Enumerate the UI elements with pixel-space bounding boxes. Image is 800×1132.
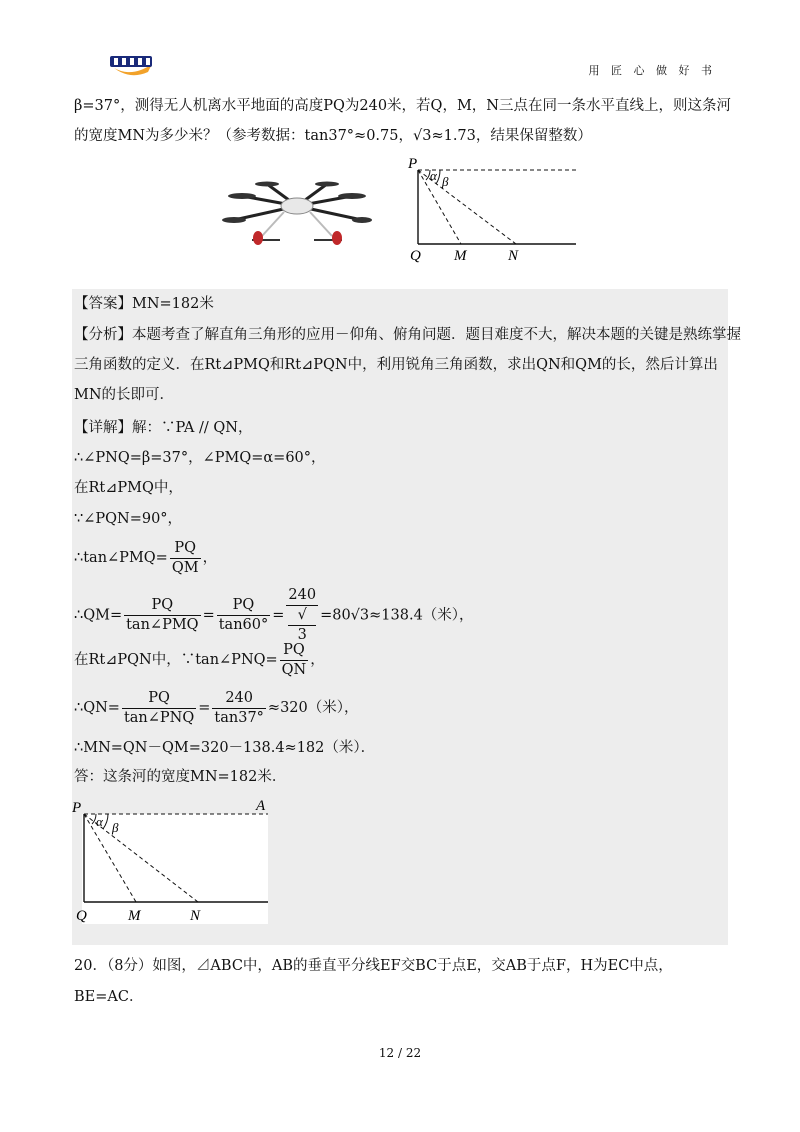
- label-beta: β: [442, 174, 449, 189]
- header-slogan: 用 匠 心 做 好 书: [588, 64, 716, 77]
- detail-step-9: ∴MN=QN－QM=320－138.4≈182（米）．: [74, 740, 376, 756]
- drone-image: [222, 176, 372, 258]
- fraction-numerator: 240: [212, 689, 266, 709]
- equals-sign: =: [202, 607, 215, 624]
- label-N: N: [508, 248, 519, 264]
- geometry-figure-1: [404, 156, 584, 266]
- analysis-tag: 【分析】: [74, 327, 132, 343]
- fraction-pq-qn: [280, 641, 309, 680]
- problem-line-1: β=37°，测得无人机离水平地面的高度PQ为240米，若Q，M，N三点在同一条水平直线上，则这条河: [74, 98, 731, 114]
- answer-tag: 【答案】: [74, 296, 132, 312]
- fraction-denominator: QM: [171, 559, 199, 576]
- fraction-denominator: √ 3: [286, 606, 318, 645]
- label-M: M: [454, 248, 467, 264]
- detail-conclusion: 答：这条河的宽度MN=182米．: [74, 769, 287, 785]
- label-M: M: [128, 908, 141, 924]
- label-P: P: [408, 156, 418, 172]
- detail-step-7: [74, 640, 325, 680]
- detail-step-6: [74, 586, 474, 645]
- label-alpha: α: [96, 814, 103, 829]
- label-A: A: [256, 798, 266, 814]
- step7-prefix: 在Rt⊿PQN中，∵tan∠PNQ=: [74, 652, 278, 668]
- label-N: N: [190, 908, 201, 924]
- answer-line: [74, 294, 214, 314]
- segment-PM: [418, 170, 461, 244]
- detail-tag: 【详解】: [74, 420, 132, 436]
- analysis-line-2: 三角函数的定义．在Rt⊿PMQ和Rt⊿PQN中，利用锐角三角函数，求出QN和QM的长，然后计算出: [74, 357, 718, 373]
- fraction-numerator: PQ: [217, 596, 271, 616]
- geometry-figure-2: [72, 798, 272, 926]
- label-P: P: [72, 800, 82, 816]
- step8-suffix: ≈320（米），: [267, 700, 359, 716]
- fraction-pq-tanpnq: [122, 689, 196, 728]
- fraction-denominator: tan∠PNQ: [123, 709, 195, 726]
- fraction-pq-qm: [170, 539, 201, 578]
- detail-step-1: 解：∵PA // QN，: [132, 420, 253, 436]
- fraction-240-tan37: [212, 689, 266, 728]
- fraction-numerator: 240: [286, 586, 318, 606]
- analysis-line-1: [74, 325, 741, 345]
- step5-suffix: ，: [202, 550, 218, 566]
- label-Q: Q: [76, 908, 87, 924]
- answer-text: MN=182米: [132, 296, 214, 312]
- fraction-denominator: tan∠PMQ: [126, 617, 199, 633]
- problem-line-2: 的宽度MN为多少米？（参考数据：tan37°≈0.75，√3≈1.73，结果保留整数）: [74, 128, 592, 144]
- detail-step-4: ∵∠PQN=90°，: [74, 511, 183, 527]
- step7-suffix: ，: [310, 652, 325, 668]
- detail-step-2: ∴∠PNQ=β=37°，∠PMQ=α=60°，: [74, 450, 326, 466]
- next-problem-line-1: 20．（8分）如图，⊿ABC中，AB的垂直平分线EF交BC于点E，交AB于点F，H为EC中点，: [74, 958, 673, 974]
- fraction-numerator: PQ: [170, 539, 201, 559]
- sqrt-radicand: 3: [288, 625, 316, 645]
- fraction-denominator: QN: [281, 661, 307, 678]
- fraction-denominator: tan37°: [214, 709, 264, 726]
- label-Q: Q: [410, 248, 421, 264]
- fraction-denominator: tan60°: [218, 617, 269, 633]
- next-problem-line-2: BE=AC．: [74, 989, 144, 1005]
- analysis-line-3: MN的长即可．: [74, 387, 175, 403]
- fraction-numerator: PQ: [122, 689, 196, 709]
- page-number: 12 / 22: [378, 1046, 422, 1060]
- detail-line-1: [74, 418, 252, 438]
- fraction-pq-tan60: [217, 596, 271, 635]
- fraction-240-sqrt3: [286, 586, 318, 645]
- step6-prefix: ∴QM=: [74, 607, 123, 624]
- detail-step-5: [74, 538, 217, 578]
- step6-suffix: =80√3≈138.4（米），: [320, 607, 474, 624]
- fraction-numerator: PQ: [280, 641, 309, 661]
- equals-sign: =: [272, 607, 285, 624]
- fraction-pq-tanpmq: [124, 596, 200, 635]
- detail-step-8: [74, 688, 359, 728]
- fraction-numerator: PQ: [124, 596, 200, 616]
- equals-sign: =: [198, 700, 211, 716]
- analysis-text-1: 本题考查了解直角三角形的应用－仰角、俯角问题．题目难度不大，解决本题的关键是熟练掌握: [132, 327, 741, 343]
- step5-prefix: ∴tan∠PMQ=: [74, 550, 168, 566]
- label-beta: β: [112, 820, 119, 835]
- step8-prefix: ∴QN=: [74, 700, 120, 716]
- detail-step-3: 在Rt⊿PMQ中，: [74, 480, 183, 496]
- publisher-logo: [108, 54, 156, 76]
- label-alpha: α: [430, 168, 437, 183]
